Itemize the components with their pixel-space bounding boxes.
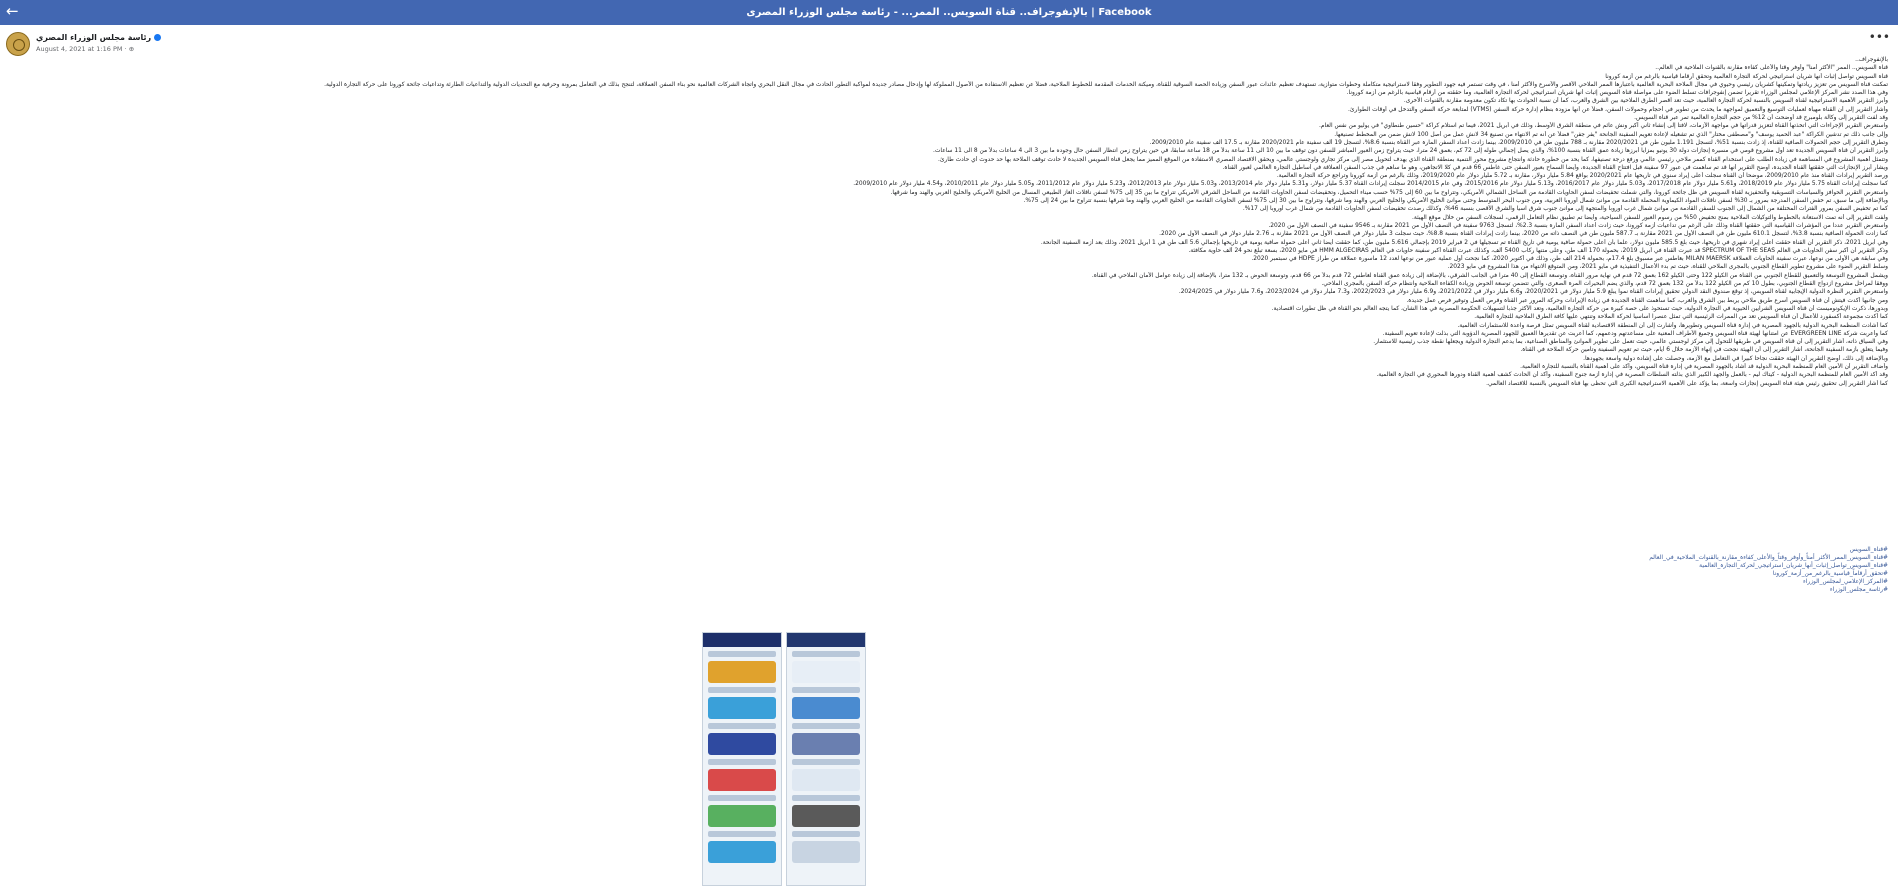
page-name[interactable]: رئاسة مجلس الوزراء المصري <box>36 33 152 42</box>
post-date[interactable]: August 4, 2021 at 1:16 PM <box>36 45 123 53</box>
infographic-graphic-block <box>708 805 776 827</box>
hashtag-link[interactable]: #المركز_الإعلامي_لمجلس_الوزراء <box>1802 579 1888 586</box>
infographic-text-row <box>708 795 776 801</box>
post-paragraph: وفيما يتعلق بأزمة السفينة الجانحة، أشار التقرير إلى أن الهيئة نجحت في إنهاء الأزمة خلال 6 أيام، حيث تم تعويم السفينة وتأمين حركة الملاحة في القناة. <box>1520 347 1888 354</box>
infographic-graphic-block <box>792 697 860 719</box>
infographic-text-row <box>792 795 860 801</box>
infographic-graphic-block <box>792 841 860 863</box>
infographic-graphic-block <box>708 697 776 719</box>
post-paragraph: وبدورها، ذكرت الإيكونوميست أن قناة السويس الشرايين الحيوية في التجارة الدولية، حيث تستحوذ على حصة كبيرة من حركة التجارة العالمية، وتعد الأكثر جذباً لتسهيلات الحكومة المصرية في هذا الشأن، كما يتجه العالم نحو القناة في ظل تطورات اقتصادية. <box>1271 305 1888 312</box>
infographic-graphic-block <box>792 733 860 755</box>
post-paragraph: ووفقاً لمراحل مشروع ازدواج القطاع الجنوبي، بطول 10 كم من الكيلو 122 بدلاً من 132 بعمق 72 قدم، والذي يضم البحيرات المرة الصغرى، والتي تتضمن توسعة الحوض وزيادة الكفاءة الملاحية وانتظام حركة السفن بالمجرى الملاحي. <box>1321 281 1888 288</box>
post-paragraph: كما زادت الحمولة الصافية بنسبة 3.8%، لتسجل 610.1 مليون طن في النصف الأول من 2021 مقارنة بـ 587.7 مليون طن في النصف ذاته من 2020، بينما زادت إيرادات القناة بنسبة 8.8%، حيث سجلت 3 مليار دولار في النصف الأول من 2021 مقارنة بـ 2.76 مليار دولار في النصف الأول من 2020. <box>1159 231 1888 238</box>
post-paragraph: كما أشار التقرير إلى تحقيق رئيس هيئة قناة السويس إنجازات واسعة، بما يؤكد على الأهمية الاستراتيجية الكبرى التي تحظى بها قناة السويس بالنسبة للاقتصاد العالمي. <box>1486 380 1888 387</box>
post-paragraph: وتطرق التقرير إلى حجم الحمولات الصافية للقناة، إذ زادت بنسبة 51%، لتسجل 1.191 مليون طن في 2020/2021 مقارنة بـ 788 مليون طن في 2009/2010، بينما زادت أعداد السفن المارة عبر القناة بنسبة 8.6%، لتسجل 19 ألف سفينة عام 2020/2021 مقارنة بـ 17.5 ألف سفينة عام 2009/2010. <box>1149 139 1888 146</box>
post-paragraph: قناة السويس تواصل إثبات أنها شريان استراتيجي لحركة التجارة العالمية وتحقق أرقاماً قياسية بالرغم من أزمة كورونا <box>1605 73 1888 80</box>
post-paragraph: بالإنفوجراف.. <box>1855 57 1888 63</box>
infographic-text-row <box>792 687 860 693</box>
hashtag-link[interactable]: #قناة_السويس_تواصل_إثبات_أنها_شريان_استراتيجي_لحركة_التجارة_العالمية <box>1699 563 1888 570</box>
infographic-header-band <box>703 633 781 647</box>
title-bar <box>0 0 1898 25</box>
infographic-graphic-block <box>792 805 860 827</box>
page-name-link[interactable] <box>36 33 161 42</box>
infographic-graphic-block <box>708 841 776 863</box>
infographic-text-row <box>708 687 776 693</box>
hashtag-link[interactable]: #رئاسة_مجلس_الوزراء <box>1829 587 1888 594</box>
infographic-image-1[interactable] <box>702 632 782 886</box>
infographic-graphic-block <box>708 769 776 791</box>
infographic-image-2[interactable] <box>786 632 866 886</box>
post-paragraph: وفي أبريل 2021، ذكر التقرير أن القناة حققت أعلى إيراد شهري في تاريخها، حيث بلغ 585.5 مليون دولار، علماً بأن أعلى حمولة صافية يومية في تاريخ القناة تم تسجيلها في 2 فبراير 2019 بإجمالي 5.616 مليون طن، كما حققت أيضاً ثاني أعلى حمولة صافية يومية في تاريخها بإجمالي 5.6 ألف طن في 1 أبريل 2021، وذلك بعد أزمة السفينة الجانحة. <box>1040 239 1888 246</box>
post-paragraph: وفي السياق ذاته، أشار التقرير إلى أن قناة السويس في طريقها للتحول إلى مركز لوجستي عالمي، حيث تعمل على تطوير الموانئ والمناطق الصناعية، بما يدعم التجارة الدولية ويجعلها نقطة جذب رئيسية للاستثمار. <box>1373 339 1888 346</box>
post-paragraph: وفي هذا الصدد نشر المركز الإعلامي لمجلس الوزراء تقريراً تضمن إنفوجرافات تسلط الضوء على مواصلة قناة السويس إثبات أنها شريان استراتيجي لحركة التجارة العالمية، وما حققته من أرقام قياسية بالرغم من أزمة كورونا. <box>1346 90 1888 97</box>
infographic-graphic-block <box>792 661 860 683</box>
infographic-text-row <box>708 651 776 657</box>
window-title: بالإنفوجراف.. قناة السويس.. الممر... - رئاسة مجلس الوزراء المصرى | Facebook <box>746 7 1152 18</box>
infographic-text-row <box>792 723 860 729</box>
post-paragraph: ولفت التقرير إلى أنه تمت الاستعانة بالخطوط والتوكيلات الملاحية بمنح تخفيض 50% من رسوم العبور للسفن السياحية، وأيضاً تم تطبيق نظام التعامل الرقمي، لسجلات السفن من خلال موقع الهيئة. <box>1412 214 1888 221</box>
post-paragraph: ومن جانبها أكدت فيتش أن قناة السويس أسرع طريق ملاحي يربط بين الشرق والغرب، كما ساهمت القناة الجديدة في زيادة الإيرادات وحركة المرور عبر القناة وفرص العمل وتوفير فرص عمل جديدة. <box>1406 297 1888 304</box>
infographic-graphic-block <box>708 733 776 755</box>
post-paragraph: وأبرز التقرير أن قناة السويس الجديدة تعد أول مشروع قومي في مسيرة إنجازات دولة 30 يونيو بمزايا أبرزها زيادة عمق القناة بنسبة 100%، والذي يصل إجمالي طوله إلى 72 كم، بعمق 24 متراً، حيث يتراوح زمن العبور المباشر للسفن دون توقف ما بين 10 الى 11 ساعة بدلاً من 18 ساعة سابقاً، في حين يتراوح زمن انتظار السفن حال وجوده ما بين 3 الى 4 ساعات بدلاً من 8 الى 11 ساعات. <box>932 148 1888 155</box>
post-paragraph: وفي سابقة هي الأولى من نوعها، عبرت سفينة الحاويات العملاقة MILAN MAERSK بغاطس عبر مسبوق بلغ 17.4م، بحمولة 214 ألف طن، وذلك في أكتوبر 2020، كما نجحت أول عملية عبور من نوعها لعدد 12 ماسورة عملاقة من طراز HDPE في سبتمبر 2020. <box>1251 256 1888 263</box>
post-paragraph: وبالإضافة إلى ذلك، أوضح التقرير أن الهيئة حققت نجاحاً كبيراً في التعامل مع الأزمة، وحصلت على إشادة دولية واسعة بجهودها. <box>1583 355 1888 362</box>
post-paragraph: وأضاف التقرير أن الأمين العام للمنظمة البحرية الدولية قد أشاد بالجهود المصرية في إدارة قناة السويس، وأكد على أهمية القناة بالنسبة للتجارة العالمية. <box>1520 363 1888 370</box>
infographic-graphic-block <box>708 661 776 683</box>
post-paragraph: وقد لفت التقرير إلى وكالة بلومبرج قد أوضحت أن 12% من حجم التجارة العالمية تمر عبر قناة السويس. <box>1634 115 1888 122</box>
infographic-graphic-block <box>792 769 860 791</box>
post-paragraph: وأشار التقرير إلى أن القناة مهيأة لعمليات التوسيع والتعميق لمواجهة ما يحدث من تطوير في أحجام وحمولات السفن، فضلاً عن أنها مزودة بنظام إدارة حركة السفن (VTMS) لمتابعة حركة السفن والتدخل في أوقات الطوارئ. <box>1348 106 1888 113</box>
post-paragraph: وقد أكد الأمين العام للمنظمة البحرية الدولية - كيتاك ليم - بالعمل والجهد الكبير الذي بذلته السلطات المصرية في إدارة أزمة جنوح السفينة، وأكد أن الحادث كشف أهمية القناة ودورها المحوري في التجارة العالمية. <box>1376 372 1888 379</box>
post-paragraph: وبالإضافة إلى ما سبق، تم خفض السفن المدرجة بمرور بـ 30% لسفن ناقلات المواد الكيماوية المحملة القادمة من موانئ شمال أوروبا الغربية، ومن جنوب البحر المتوسط وحتى موانئ الخليج الأمريكي والخليج العربي والهند وما شرقها، وتتراوح ما بين 30 إلى 75% لسفن الحاويات القادمة من الخليج العربي والهند وما شرقها بنسبة تتراوح ما بين 24 إلى 75%. <box>1023 198 1888 205</box>
hashtag-link[interactable]: #قناة_السويس <box>1849 547 1888 553</box>
post-paragraph: وتتمثل أهمية المشروع في المساهمة في زيادة الطلب على استخدام القناة كممر ملاحي رئيسي عالمي ورفع درجة تصنيفها، كما يحد من خطورة حادثة وانتجاع مشروع محور التنمية بمنطقة القناة الذي يهدف لتحويل مصر إلى مركز تجاري ولوجستي عالمي، ويحقق الاقتصاد المصري الاستفادة من الموقع المميز مما يجعل قناة السويس الجديدة لا حادث توقف الملاحة بها حد حدوث أي حادث طارئ. <box>937 156 1888 163</box>
post-paragraph: واستعرض التقرير الحوافز والسياسات التسويقية والتحفيزية لقناة السويس في ظل جائحة كورونا، والتي شملت تخفيضات لسفن الحاويات القادمة من الساحل الشمالي الأمريكي، وتتراوح ما بين 60 إلى 75% حسب ميناء التحميل، وتخفيضات لسفن الحاويات القادمة من الساحل الشرقي الأمريكي تتراوح ما بين 35 إلى 75% لسفن ناقلات الغاز الطبيعي المسال من الخليج الأمريكي والخليج العربي والهند وما شرقها. <box>890 189 1888 196</box>
post-paragraph: واستعرض التقرير الإجراءات التي اتخذتها القناة لتعزيز قدراتها في مواجهة الأزمات، لافتاً إلى إنشاء ثاني أكبر ونش عائم في منطقة الشرق الأوسط، وذلك في أبريل 2021، فيما تم استلام كراكة "حسين طنطاوي" في يوليو من نفس العام. <box>1319 123 1888 130</box>
avatar[interactable] <box>6 32 30 56</box>
hashtag-list <box>1600 546 1888 595</box>
public-globe-icon: ⊕ <box>128 45 135 53</box>
post-timestamp[interactable]: August 4, 2021 at 1:16 PM · ⊕ <box>36 45 135 53</box>
post-paragraph: واستعرض التقرير النظرة الدولية الإيجابية لقناة السويس، إذ توقع صندوق النقد الدولي تحقيق إيرادات القناة نمواً يبلغ 5.9 مليار دولار في 2020/2021، و6.6 مليار دولار في 2021/2022، و6.9 مليار دولار في 2022/2023، و7.3 مليار دولار في 2023/2024، و7.6 مليار دولار في 2024/2025. <box>1178 289 1888 296</box>
post-paragraph: وسلط التقرير الضوء على مشروع تطوير القطاع الجنوبي بالمجرى الملاحي للقناة، حيث تم بدء الأعمال التنفيذية في مايو 2021، ومن المتوقع الانتهاء من هذا المشروع في مايو 2023. <box>1447 264 1888 271</box>
post-paragraph: كما أشادت المنظمة البحرية الدولية بالجهود المصرية في إدارة قناة السويس وتطويرها، وأشارت إلى أن المنطقة الاقتصادية لقناة السويس تمثل فرصة واعدة للاستثمارات العالمية. <box>1457 322 1888 329</box>
post-paragraph: كما تم تخفيض السفن بمرور الفترات المختلفة من الشمال إلى الجنوب للسفن القادمة من موانئ شمال غرب أوروبا والمتجهة إلى موانئ جنوب شرق آسيا والشرق الأقصى بنسبة 46%، وكذلك رصدت تخفيضات لسفن الحاويات القادمة من شمال غرب أوروبا إلى 17%. <box>1242 206 1888 213</box>
post-paragraph: ويشار أبرز الإنجازات التي حققتها القناة الجديدة، أوضح التقرير أنها قد تم ساهمت في عبور 97 سفينة قبل افتتاح القناة الجديدة، وأيضاً السماح بعبور السفن حتى غاطس 66 قدم في كلا الاتجاهين، وهو ما ساهم في جذب السفن العملاقة في أساطيل التجارة العالمي لعبور القناة. <box>1222 164 1888 171</box>
post-paragraph: ويشمل المشروع التوسعة والتعميق للقطاع الجنوبي من القناة من الكيلو 122 وحتى الكيلو 162 بعمق 72 قدم في نهاية مرور القناة، وتوسعة القطاع إلى 40 متراً في الجانب الشرقي، بالإضافة إلى زيادة عمق القناة لغاطس 72 قدم بدلاً من 66 قدم، وتوسعة الحوض بـ 132 متراً، بالإضافة إلى زيادة عوامل الأمان الملاحي في القناة. <box>1091 272 1888 279</box>
post-text <box>80 56 1888 388</box>
verified-badge-icon <box>154 34 161 41</box>
infographic-text-row <box>792 759 860 765</box>
post-paragraph: ورصد التقرير إيرادات القناة منذ عام 2009/2010، موضحاً أن القناة سجلت أعلى إيراد سنوي في تاريخها عام 2020/2021 بواقع 5.84 مليار دولار، مقارنة بـ 5.72 مليار دولار عام 2019/2020، وذلك بالرغم من أزمة كورونا وتراجع حركة التجارة العالمية. <box>1276 173 1888 180</box>
infographic-header-band <box>787 633 865 647</box>
post-paragraph: واستعرض التقرير عدداً من المؤشرات القياسية التي حققتها القناة وذلك على الرغم من تداعيات أزمة كورونا، حيث زادت أعداد السفن المارة بنسبة 2.3%، لتسجل 9763 سفينة في النصف الأول من 2021 مقارنة بـ 9546 سفينة في النصف الأول من 2020. <box>1268 222 1888 229</box>
more-options-icon[interactable]: ••• <box>1868 30 1890 44</box>
infographic-text-row <box>708 831 776 837</box>
post-paragraph: تمكنت قناة السويس من تعزيز ريادتها وتمكينها كشريان رئيسي وحيوي في مجال الملاحة البحرية العالمية باعتبارها الممر الملاحي الأقصر والأسرع والأكثر أمناً ، في وقت تستمر فيه جهود التطوير وفقاً لاستراتيجية متكاملة وخطوات متوازية، تستهدف تعظيم عائدات عبور السفن وزيادة الحصة السوقية للقناة، وميكنة الخدمات المقدمة للخطوط الملاحية، فضلاً عن تعظيم الاستفادة من الأصول المملوكة لها وإدخال مصادر جديدة لمواكبة التطور الحادث في مجال النقل البحري واتجاه الشركات العالمية نحو بناء السفن العملاقة، لتنجح بذلك في التعامل بمرونة وحرفية مع التحديات الدولية والتداعيات الطارئة وتداعيات جائحة كورونا على حركة التجارة الدولية. <box>324 81 1888 88</box>
post-paragraph: وإلى جانب ذلك تم تدشين الكراكة "عبد الحميد يوسف" و"مصطفى مختار" الذي تم تشغيله لإعادة تعويم السفينة الجانحة "يفر جفن" فضلاً عن أنه تم الانتهاء من تصنيع 34 لانش عمل من أصل 100 لانش ضمن من المخطط تصنيعها. <box>1334 131 1888 138</box>
infographic-text-row <box>792 831 860 837</box>
hashtag-link[interactable]: #قناة_السويس_الممر_الأكثر_أمناً_وأوفر_وقتاً_والأعلى_كفاءة_مقارنة_بالقنوات_الملاحية_في_العالم <box>1649 555 1888 562</box>
hashtag-link[interactable]: #تحقق_أرقاماً_قياسية_بالرغم_من_أزمة_كورونا <box>1772 571 1888 578</box>
infographic-text-row <box>708 723 776 729</box>
post-paragraph: وذكر التقرير أن أكبر سفن الحاويات في العالم SPECTRUM OF THE SEAS قد عبرت القناة في أبريل 2019، بحمولة 170 ألف طن، وعلى متنها ركاب 5400 ألف، وكذلك عبرت القناة أكبر سفينة حاويات في العالم HMM ALGECIRAS في مايو 2020، بسعة تبلغ نحو 24 ألف حاوية مكافئة. <box>1188 247 1888 254</box>
post-paragraph: كما وأعربت شركة EVERGREEN LINE عن امتنانها لهيئة قناة السويس وجميع الأطراف المعنية على مساعدتهم ودعمهم، كما أعربت عن تقديرها العميق للجهود المصرية الدؤوبة التي بذلت لإعادة تعويم السفينة. <box>1382 330 1888 337</box>
infographic-text-row <box>708 759 776 765</box>
back-arrow-icon[interactable]: ← <box>6 2 19 20</box>
post-paragraph: كما سجلت إيرادات القناة 5.75 مليار دولار عام 2018/2019، و5.61 مليار دولار عام 2017/2018، و5.03 مليار دولار عام 2016/2017، و5.13 مليار دولار عام 2015/2016، وفي عام 2014/2015 سجلت إيرادات القناة 5.37 مليار دولار، و5.31 مليار دولار عام 2013/2014، و5.03 مليار دولار عام 2012/2013، و5.23 مليار دولار عام 2011/2012، و5.05 مليار دولار عام 2010/2011، و4.54 مليار دولار عام 2009/2010. <box>853 181 1888 188</box>
infographic-text-row <box>792 651 860 657</box>
post-paragraph: كما أكدت مجموعة أكسفورد للأعمال أن قناة السويس تعد من الممرات الرئيسية التي تمثل عنصراً أساسياً لحركة الملاحة وتنتهي عليها كافة الطرق الملاحية للتجارة العالمية. <box>1474 314 1888 321</box>
post-paragraph: وأبرز التقرير الأهمية الاستراتيجية لقناة السويس بالنسبة لحركة التجارة العالمية، حيث تعد أقصر الطرق الملاحية بين الشرق والغرب، كما أن نسبة الحوادث بها تكاد تكون معدومة مقارنة بالقنوات الأخرى. <box>1403 98 1888 105</box>
post-paragraph: قناة السويس.. الممر "الأكثر أمناً" وأوفر وقتاً والأعلى كفاءة مقارنة بالقنوات الملاحية في العالم.. <box>1655 65 1888 72</box>
